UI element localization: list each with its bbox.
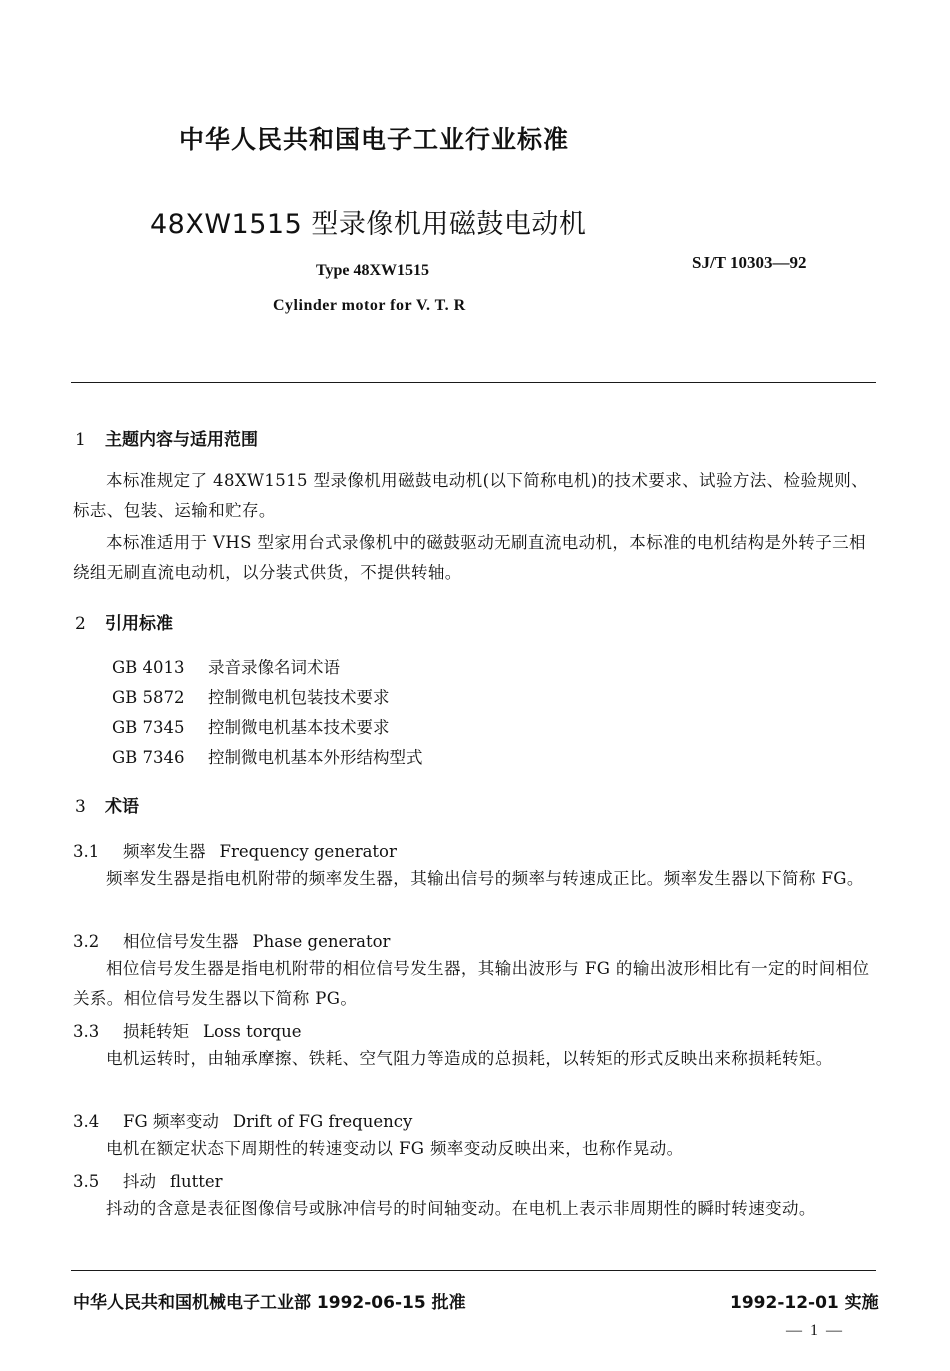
term-chinese: FG 频率变动 <box>123 1112 219 1131</box>
standard-number: SJ/T 10303—92 <box>692 253 807 272</box>
english-type: Type 48XW1515 <box>316 262 430 279</box>
term-english: flutter <box>170 1172 223 1191</box>
reference-item <box>112 714 390 738</box>
term-definition: 频率发生器是指电机附带的频率发生器，其输出信号的频率与转速成正比。频率发生器以下简称 FG。 <box>106 869 864 888</box>
term-definition: 电机在额定状态下周期性的转速变动以 FG 频率变动反映出来，也称作晃动。 <box>106 1139 684 1158</box>
header-rule <box>71 382 876 383</box>
term-number: 3.3 <box>73 1022 100 1041</box>
section-3-heading <box>75 792 139 817</box>
reference-name: 控制微电机基本外形结构型式 <box>208 748 423 767</box>
reference-name: 控制微电机包装技术要求 <box>208 688 390 707</box>
term-chinese: 损耗转矩 <box>123 1022 189 1041</box>
section-1-paragraph-2: 本标准适用于 VHS 型家用台式录像机中的磁鼓驱动无刷直流电动机，本标准的电机结构是外转子三相绕组无刷直流电动机，以分装式供货，不提供转轴。 <box>73 533 866 582</box>
org-title: 中华人民共和国电子工业行业标准 <box>179 125 570 154</box>
section-3-number: 3 <box>75 797 86 817</box>
doc-title: 48XW1515 型录像机用磁鼓电动机 <box>150 209 587 240</box>
section-3-title: 术语 <box>105 797 139 817</box>
term-chinese: 相位信号发生器 <box>123 932 239 951</box>
reference-name: 控制微电机基本技术要求 <box>208 718 390 737</box>
reference-item <box>112 654 340 678</box>
effective-date: 1992-12-01 实施 <box>730 1293 879 1313</box>
term-chinese: 频率发生器 <box>123 842 206 861</box>
section-1-number: 1 <box>75 430 86 450</box>
english-title: Cylinder motor for V. T. R <box>273 297 466 314</box>
page-number: — 1 — <box>786 1322 844 1339</box>
term-definition: 电机运转时，由轴承摩擦、铁耗、空气阻力等造成的总损耗，以转矩的形式反映出来称损耗转矩。 <box>106 1049 833 1068</box>
reference-code: GB 5872 <box>112 688 185 707</box>
reference-item <box>112 684 390 708</box>
section-2-number: 2 <box>75 614 86 634</box>
section-2-title: 引用标准 <box>105 614 173 634</box>
section-1-heading <box>75 425 258 450</box>
term-number: 3.1 <box>73 842 100 861</box>
term-english: Frequency generator <box>219 842 397 861</box>
term-definition: 相位信号发生器是指电机附带的相位信号发生器，其输出波形与 FG 的输出波形相比有一定的时间相位关系。相位信号发生器以下简称 PG。 <box>73 959 870 1008</box>
term-heading <box>73 1018 301 1042</box>
term-number: 3.5 <box>73 1172 100 1191</box>
approval-line: 中华人民共和国机械电子工业部 1992-06-15 批准 <box>73 1293 466 1313</box>
term-definition: 抖动的含意是表征图像信号或脉冲信号的时间轴变动。在电机上表示非周期性的瞬时转速变动。 <box>106 1199 816 1218</box>
term-heading <box>73 1168 223 1192</box>
term-chinese: 抖动 <box>123 1172 156 1191</box>
reference-item <box>112 744 423 768</box>
term-number: 3.2 <box>73 932 100 951</box>
footer-rule <box>71 1270 876 1271</box>
reference-name: 录音录像名词术语 <box>208 658 340 677</box>
term-english: Loss torque <box>203 1022 302 1041</box>
section-1-paragraph-1: 本标准规定了 48XW1515 型录像机用磁鼓电动机(以下简称电机)的技术要求、试验方法、检验规则、标志、包装、运输和贮存。 <box>73 471 869 520</box>
term-heading <box>73 928 390 952</box>
term-heading <box>73 838 397 862</box>
reference-code: GB 4013 <box>112 658 185 677</box>
term-english: Drift of FG frequency <box>232 1112 413 1131</box>
term-heading <box>73 1108 412 1132</box>
term-number: 3.4 <box>73 1112 100 1131</box>
reference-code: GB 7346 <box>112 748 185 767</box>
reference-code: GB 7345 <box>112 718 185 737</box>
term-english: Phase generator <box>252 932 391 951</box>
section-1-title: 主题内容与适用范围 <box>105 430 258 450</box>
section-2-heading <box>75 609 173 634</box>
